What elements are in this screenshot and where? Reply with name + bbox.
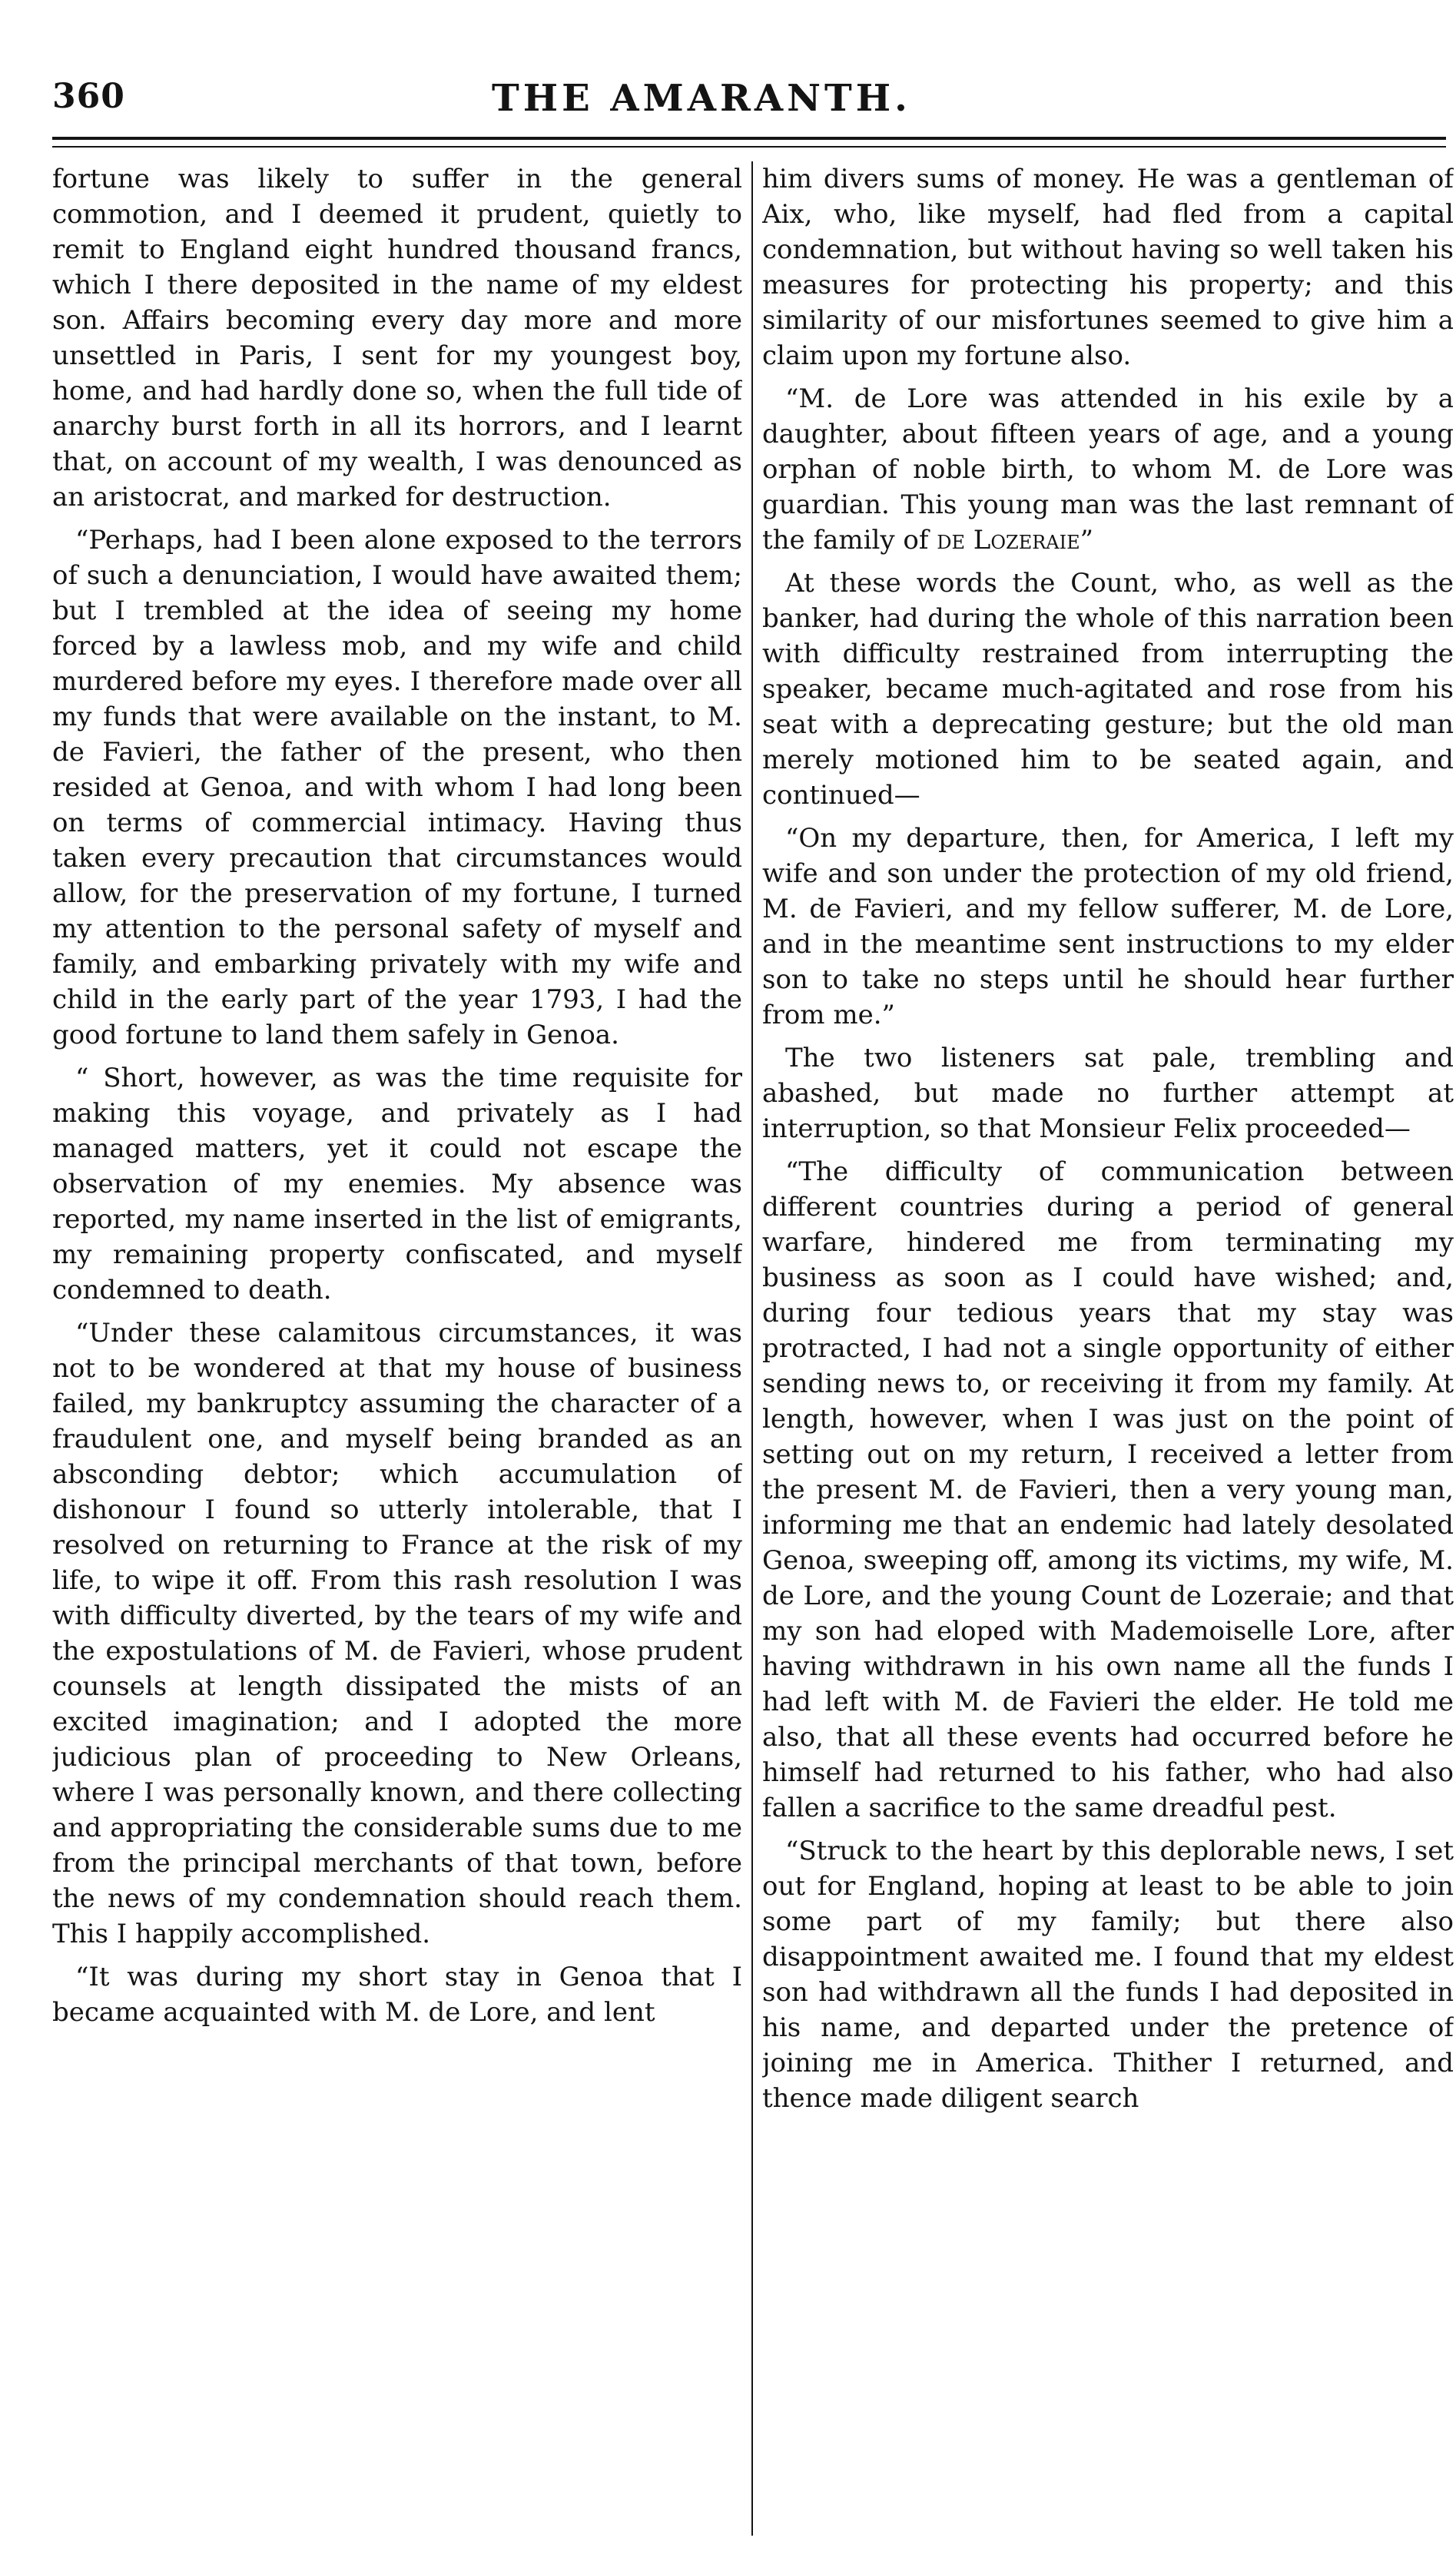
paragraph-with-smallcaps [762, 381, 1454, 558]
paragraph: “Under these calamitous circumstances, it was not to be wondered at that my house of business failed, my bankruptcy assuming the character of a fraudulent one, and myself being branded as an absconding debtor; which accumulation of dishonour I found so utterly intolerable, that I resolved on returning to France at the risk of my life, to wipe it off. From this rash resolution I was with difficulty diverted, by the tears of my wife and the expostulations of M. de Favieri, whose prudent counsels at length dissipated the mists of an excited imagination; and I adopted the more judicious plan of proceeding to New Orleans, where I was personally known, and there collecting and appropriating the considerable sums due to me from the principal merchants of that town, before the news of my condemnation should reach them. This I happily accomplished. [52, 1318, 742, 1949]
paragraph: At these words the Count, who, as well as the banker, had during the whole of this narration been with difficulty restrained from interrupting the speaker, became much-agitated and rose from his seat with a deprecating gesture; but the old man merely motioned him to be seated again, and continued— [762, 568, 1454, 811]
header-rule-thin [52, 146, 1446, 148]
closing-quote: ” [1080, 525, 1094, 556]
paragraph: “Perhaps, had I been alone exposed to the terrors of such a denunciation, I would have awaited them; but I trembled at the idea of seeing my home forced by a lawless mob, and my wife and child murdered before my eyes. I therefore made over all my funds that were available on the instant, to M. de Favieri, the father of the present, who then resided at Genoa, and with whom I had long been on terms of commercial intimacy. Having thus taken every precaution that circumstances would allow, for the preservation of my fortune, I turned my attention to the personal safety of myself and family, and embarking privately with my wife and child in the early part of the year 1793, I had the good fortune to land them safely in Genoa. [52, 525, 742, 1050]
right-column [762, 161, 1454, 2536]
running-title: THE AMARANTH. [492, 77, 911, 120]
paragraph-text: “M. de Lore was attended in his exile by a daughter, about fifteen years of age, and a young orphan of noble birth, to whom M. de Lore was guardian. This young man was the last remnant of the family of [762, 383, 1454, 556]
paragraph: him divers sums of money. He was a gentleman of Aix, who, like myself, had fled from a capital condemnation, but without having so well taken his measures for protecting his property; and this similarity of our misfortunes seemed to give him a claim upon my fortune also. [762, 164, 1454, 371]
paragraph: “The difficulty of communication between different countries during a period of general warfare, hindered me from terminating my business as soon as I could have wished; and, during four tedious years that my stay was protracted, I had not a single opportunity of either sending news to, or receiving it from my family. At length, however, when I was just on the point of setting out on my return, I received a letter from the present M. de Favieri, then a very young man, informing me that an endemic had lately desolated Genoa, sweeping off, among its victims, my wife, M. de Lore, and the young Count de Lozeraie; and that my son had eloped with Mademoiselle Lore, after having withdrawn in his own name all the funds I had left with M. de Favieri the elder. He told me also, that all these events had occurred before he himself had returned to his father, who had also fallen a sacrifice to the same dreadful pest. [762, 1156, 1454, 1823]
paragraph: “Struck to the heart by this deplorable news, I set out for England, hoping at least to be able to join some part of my family; but there also disappointment awaited me. I found that my eldest son had withdrawn all the funds I had deposited in his name, and departed under the pretence of joining me in America. Thither I returned, and thence made diligent search [762, 1836, 1454, 2114]
left-column [52, 161, 742, 2536]
paragraph: “ Short, however, as was the time requisite for making this voyage, and privately as I had managed matters, yet it could not escape the observation of my enemies. My absence was reported, my name inserted in the list of emigrants, my remaining property confiscated, and myself condemned to death. [52, 1063, 742, 1305]
column-divider [751, 161, 753, 2536]
paragraph: The two listeners sat pale, trembling and abashed, but made no further attempt at interruption, so that Monsieur Felix proceeded— [762, 1043, 1454, 1144]
page-number: 360 [52, 77, 125, 116]
paragraph: “On my departure, then, for America, I left my wife and son under the protection of my old friend, M. de Favieri, and my fellow sufferer, M. de Lore, and in the meantime sent instructions to my elder son to take no steps until he should hear further from me.” [762, 823, 1454, 1030]
paragraph: “It was during my short stay in Genoa that I became acquainted with M. de Lore, and lent [52, 1962, 742, 2028]
header-rule-thick [52, 137, 1446, 140]
paragraph: fortune was likely to suffer in the general commotion, and I deemed it prudent, quietly to remit to England eight hundred thousand francs, which I there deposited in the name of my eldest son. Affairs becoming every day more and more unsettled in Paris, I sent for my youngest boy, home, and had hardly done so, when the full tide of anarchy burst forth in all its horrors, and I learnt that, on account of my wealth, I was denounced as an aristocrat, and marked for destruction. [52, 164, 742, 513]
family-name-smallcaps: de Lozeraie [937, 525, 1080, 556]
